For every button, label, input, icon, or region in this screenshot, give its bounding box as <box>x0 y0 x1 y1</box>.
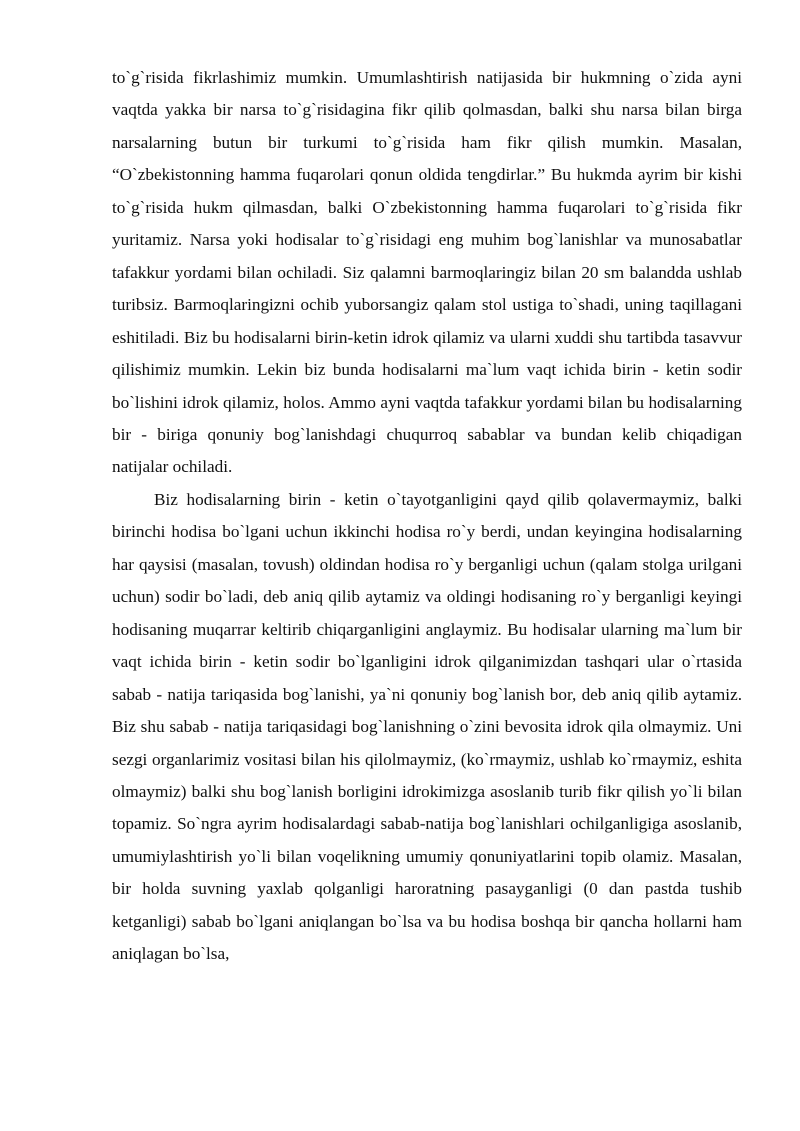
paragraph-2: Biz hodisalarning birin - ketin o`tayotganligini qayd qilib qolavermaymiz, balki birinchi hodisa bo`lgani uchun ikkinchi hodisa ro`y berdi, undan keyingina hodisalarning har qaysisi (masalan, tovush) oldindan hodisa ro`y berganligi uchun (qalam stolga urilgani uchun) sodir bo`ladi, deb aniq qilib aytamiz va oldingi hodisaning ro`y berganligi keyingi hodisaning muqarrar keltirib chiqarganligini anglaymiz. Bu hodisalar ularning ma`lum bir vaqt ichida birin - ketin sodir bo`lganligini idrok qilganimizdan tashqari ular o`rtasida sabab - natija tariqasida bog`lanishi, ya`ni qonuniy bog`lanish bor, deb aniq qilib aytamiz. Biz shu sabab - natija tariqasidagi bog`lanishning o`zini bevosita idrok qila olmaymiz. Uni sezgi organlarimiz vositasi bilan his qilolmaymiz, (ko`rmaymiz, ushlab ko`rmaymiz, eshita olmaymiz) balki shu bog`lanish borligini idrokimizga asoslanib turib fikr qilish yo`li bilan topamiz. So`ngra ayrim hodisalardagi sabab-natija bog`lanishlari ochilganligiga asoslanib, umumiylashtirish yo`li bilan voqelikning umumiy qonuniyatlarini topib olamiz. Masalan, bir holda suvning yaxlab qolganligi haroratning pasayganligi (0 dan pastda tushib ketganligi) sabab bo`lgani aniqlangan bo`lsa va bu hodisa boshqa bir qancha hollarni ham aniqlagan bo`lsa, <box>112 489 742 964</box>
paragraph-1: to`g`risida fikrlashimiz mumkin. Umumlashtirish natijasida bir hukmning o`zida ayni vaqtda yakka bir narsa to`g`risidagina fikr qilib qolmasdan, balki shu narsa bilan birga narsalarning butun bir turkumi to`g`risida ham fikr qilish mumkin. Masalan, “O`zbekistonning hamma fuqarolari qonun oldida tengdirlar.” Bu hukmda ayrim bir kishi to`g`risida hukm qilmasdan, balki O`zbekistonning hamma fuqarolari to`g`risida fikr yuritamiz. Narsa yoki hodisalar to`g`risidagi eng muhim bog`lanishlar va munosabatlar tafakkur yordami bilan ochiladi. Siz qalamni barmoqlaringiz bilan 20 sm balandda ushlab turibsiz. Barmoqlaringizni ochib yuborsangiz qalam stol ustiga to`shadi, uning taqillagani eshitiladi. Biz bu hodisalarni birin-ketin idrok qilamiz va ularni xuddi shu tartibda tasavvur qilishimiz mumkin. Lekin biz bunda hodisalarni ma`lum vaqt ichida birin - ketin sodir bo`lishini idrok qilamiz, holos. Ammo ayni vaqtda tafakkur yordami bilan bu hodisalarning bir - biriga qonuniy bog`lanishdagi chuqurroq sabablar va bundan kelib chiqadigan natijalar ochiladi. <box>112 68 742 477</box>
document-page <box>112 62 742 971</box>
